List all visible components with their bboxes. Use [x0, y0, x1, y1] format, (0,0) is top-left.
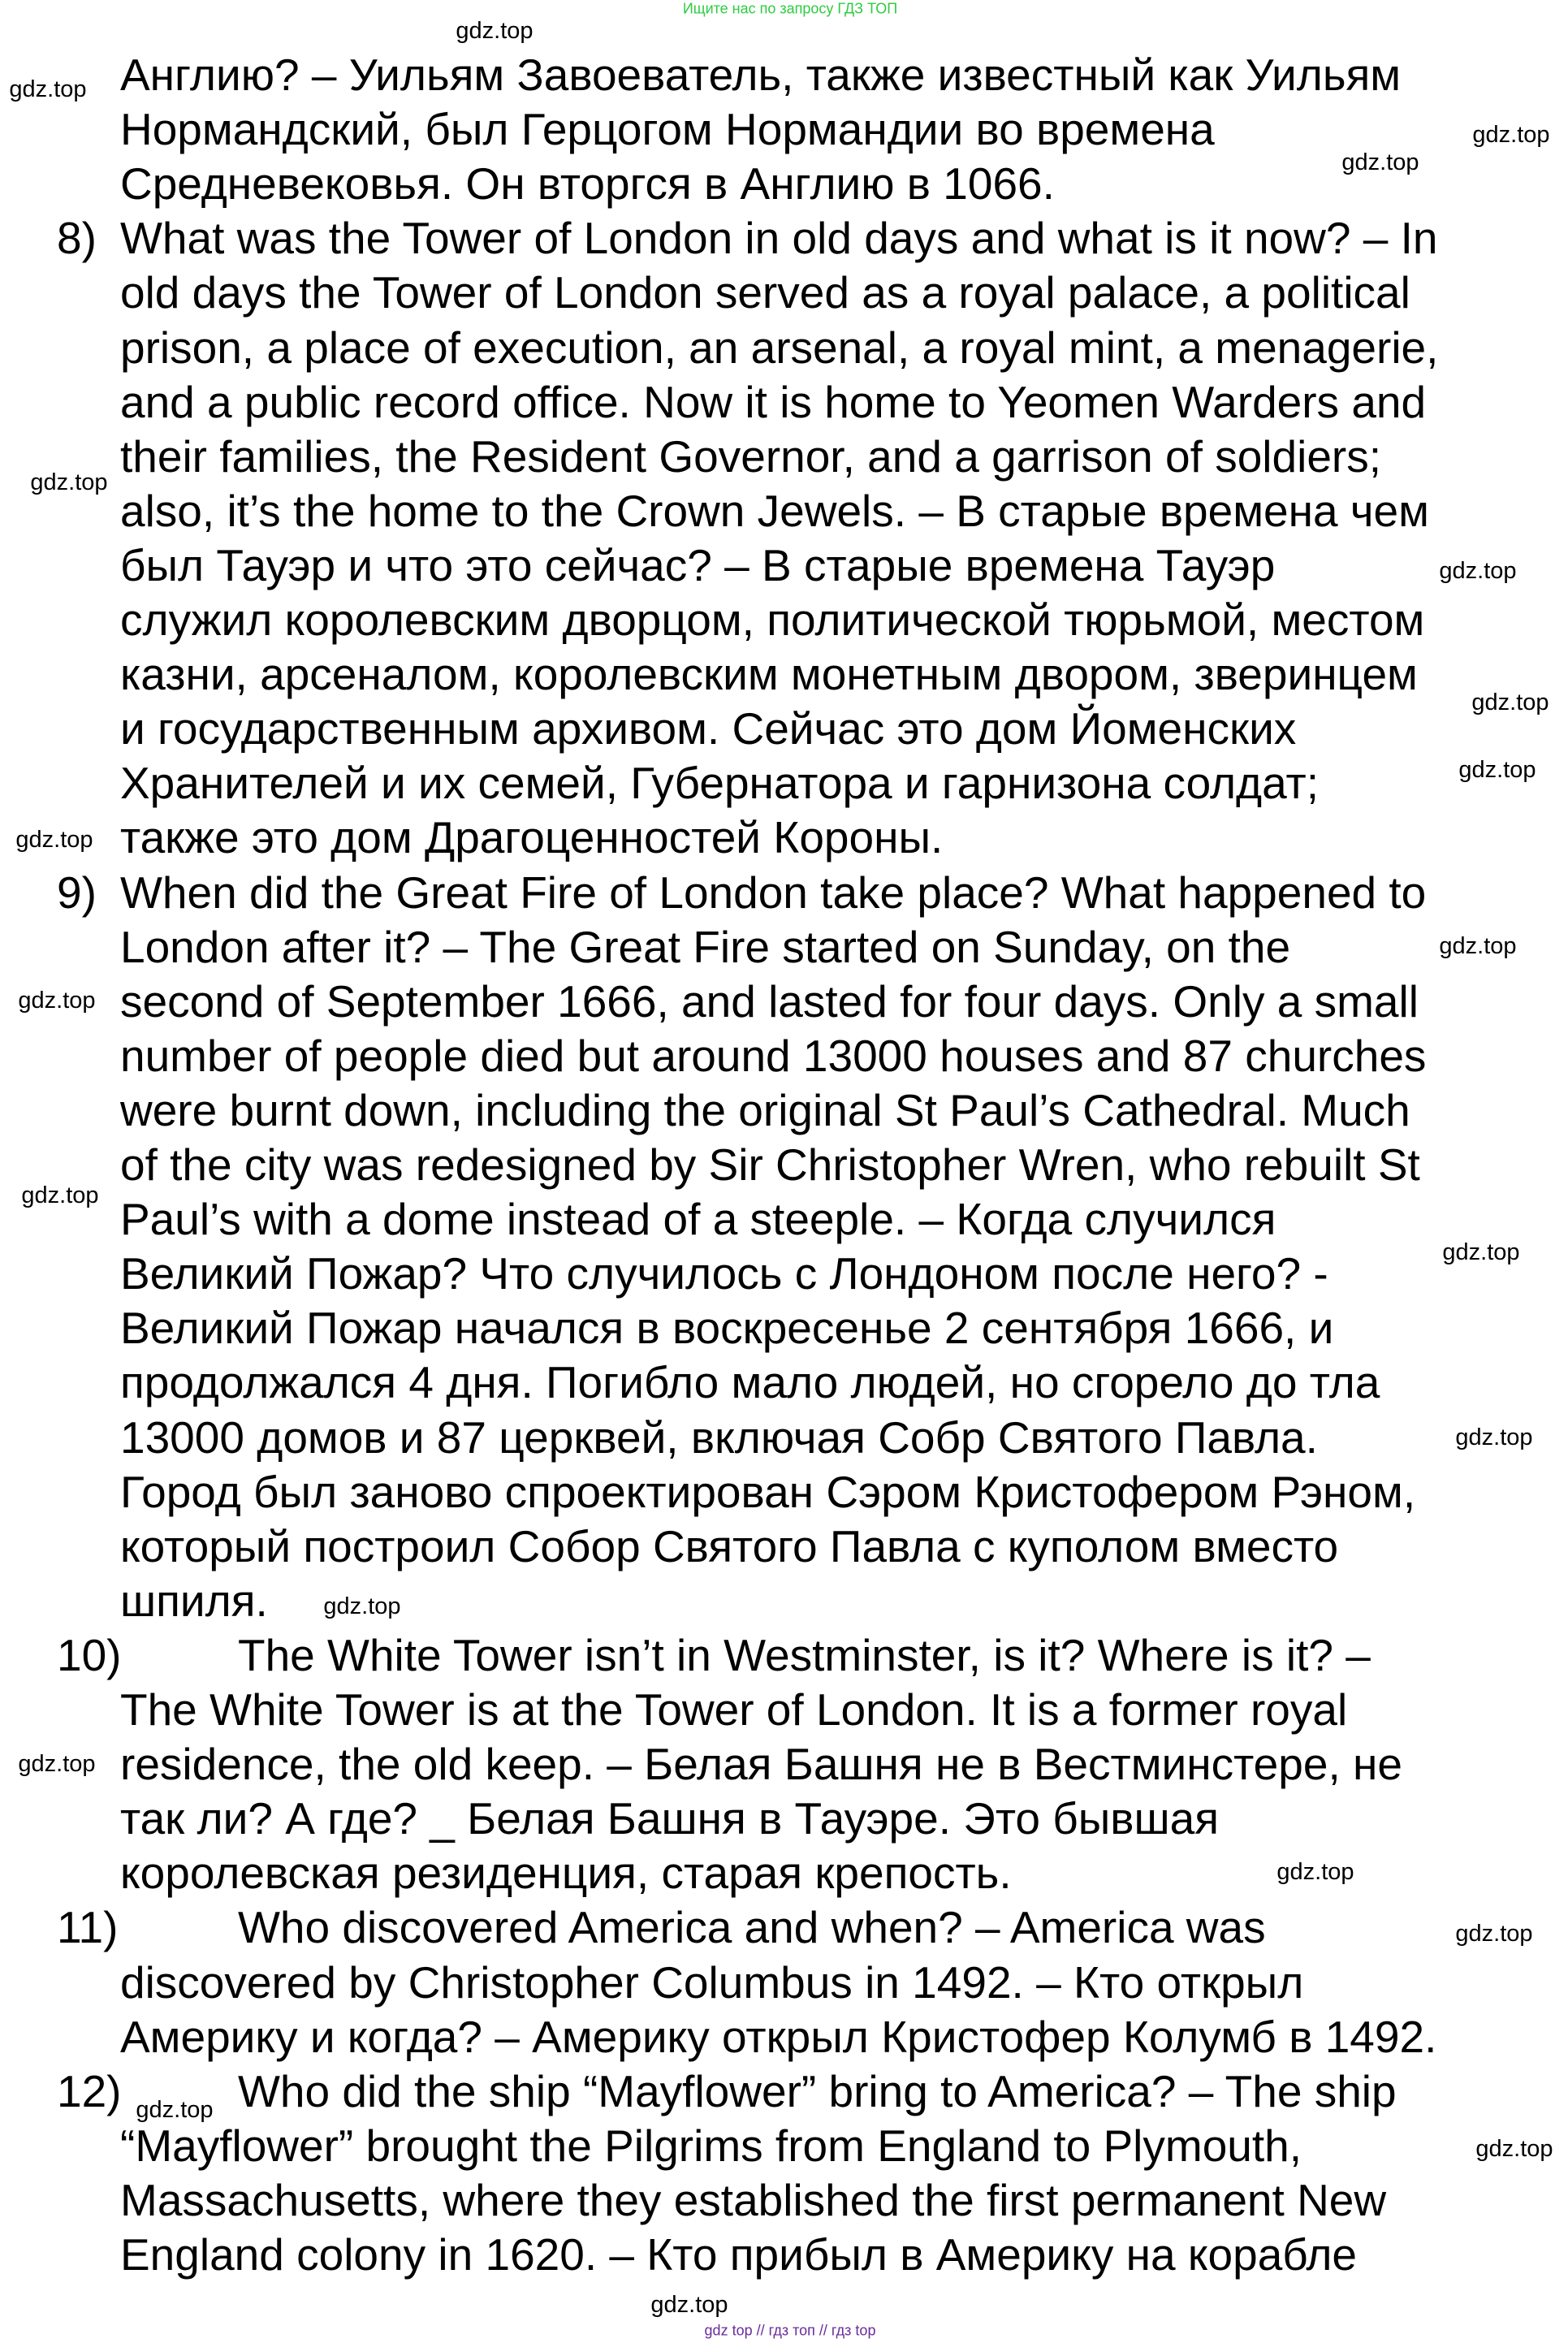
- line-text: What was the Tower of London in old days and what is it now? – In: [120, 213, 1438, 264]
- text-line: [0, 484, 1568, 538]
- line-text: и государственным архивом. Сейчас это дом Йоменских: [120, 703, 1297, 754]
- text-line: [0, 1519, 1568, 1574]
- text-line: [0, 1683, 1568, 1737]
- text-line: [0, 2173, 1568, 2228]
- line-text: residence, the old keep. – Белая Башня не в Вестминстере, не: [120, 1739, 1402, 1790]
- watermark: gdz.top: [1471, 689, 1549, 715]
- watermark: gdz.top: [1472, 122, 1550, 148]
- text-line: [0, 702, 1568, 756]
- text-line: [0, 811, 1568, 865]
- text-line: [0, 48, 1568, 102]
- line-text: and a public record office. Now it is home to Yeomen Warders and: [120, 376, 1427, 427]
- line-text: Хранителей и их семей, Губернатора и гарнизона солдат;: [120, 758, 1320, 809]
- line-text: Who discovered America and when? – America was: [238, 1902, 1266, 1953]
- line-text: old days the Tower of London served as a royal palace, a political: [120, 267, 1410, 318]
- watermark: gdz.top: [1439, 933, 1517, 959]
- watermark: gdz.top: [18, 1751, 96, 1777]
- text-line: [0, 2228, 1568, 2282]
- watermark: gdz.top: [30, 469, 108, 495]
- watermark: gdz.top: [1455, 1424, 1533, 1450]
- line-text: королевская резиденция, старая крепость.: [120, 1848, 1012, 1899]
- list-number: 11): [57, 1902, 119, 1953]
- line-text: Massachusetts, where they established the first permanent New: [120, 2174, 1387, 2225]
- line-text: 13000 домов и 87 церквей, включая Собр Святого Павла.: [120, 1411, 1318, 1463]
- line-text: London after it? – The Great Fire started on Sunday, on the: [120, 921, 1291, 972]
- line-text: продолжался 4 дня. Погибло мало людей, но сгорело до тла: [120, 1357, 1380, 1408]
- watermark: gdz.top: [136, 2097, 214, 2123]
- line-text: служил королевским дворцом, политической тюрьмой, местом: [120, 594, 1425, 645]
- watermark: gdz.top: [1341, 149, 1419, 175]
- bottom-banner[interactable]: gdz top // гдз топ // гдз top: [704, 2322, 876, 2339]
- text-line: [0, 2119, 1568, 2173]
- text-line: [0, 1247, 1568, 1301]
- text-line: [0, 1411, 1568, 1465]
- text-line: [0, 1737, 1568, 1792]
- line-text: Нормандский, был Герцогом Нормандии во времена: [120, 104, 1215, 155]
- line-text: также это дом Драгоценностей Короны.: [120, 812, 944, 863]
- line-text: который построил Собор Святого Павла с куполом вместо: [120, 1520, 1339, 1571]
- text-line: [0, 975, 1568, 1029]
- text-line: [0, 321, 1568, 375]
- text-line: [0, 1301, 1568, 1355]
- text-line: [0, 102, 1568, 157]
- list-number: 12): [57, 2065, 122, 2116]
- watermark: gdz.top: [456, 18, 533, 44]
- line-text: When did the Great Fire of London take place? What happened to: [120, 867, 1427, 918]
- line-text: The White Tower is at the Tower of London. It is a former royal: [120, 1684, 1348, 1735]
- top-banner[interactable]: Ищите нас по запросу ГДЗ ТОП: [682, 0, 898, 17]
- line-text: Средневековья. Он вторгся в Англию в 1066.: [120, 158, 1055, 210]
- text-line: [0, 375, 1568, 430]
- watermark: gdz.top: [1276, 1859, 1354, 1885]
- line-text: their families, the Resident Governor, and a garrison of soldiers;: [120, 430, 1381, 482]
- text-line: [0, 266, 1568, 320]
- text-line: [0, 1956, 1568, 2010]
- list-item-start: [0, 1900, 1568, 1955]
- line-text: так ли? А где? _ Белая Башня в Тауэре. Это бывшая: [120, 1793, 1220, 1844]
- line-text: were burnt down, including the original St Paul’s Cathedral. Much: [120, 1084, 1410, 1135]
- text-line: [0, 1574, 1568, 1628]
- text-line: [0, 593, 1568, 647]
- watermark: gdz.top: [1475, 2136, 1553, 2162]
- watermark: gdz.top: [323, 1593, 401, 1619]
- line-text: England colony in 1620. – Кто прибыл в Америку на корабле: [120, 2229, 1358, 2280]
- list-item-start: [0, 866, 1568, 920]
- line-text: The White Tower isn’t in Westminster, is it? Where is it? –: [238, 1629, 1371, 1680]
- text-line: [0, 1192, 1568, 1247]
- text-line: [0, 2010, 1568, 2064]
- list-number: 8): [57, 213, 97, 264]
- text-line: [0, 430, 1568, 484]
- line-text: second of September 1666, and lasted for four days. Only a small: [120, 975, 1419, 1027]
- line-text: “Mayflower” brought the Pilgrims from England to Plymouth,: [120, 2120, 1302, 2171]
- line-text: Великий Пожар? Что случилось с Лондоном после него? -: [120, 1248, 1328, 1299]
- line-text: был Тауэр и что это сейчас? – В старые времена Тауэр: [120, 539, 1276, 590]
- watermark: gdz.top: [1458, 757, 1536, 783]
- watermark: gdz.top: [1442, 1239, 1520, 1265]
- line-text: Paul’s with a dome instead of a steeple. – Когда случился: [120, 1194, 1276, 1245]
- line-text: Америку и когда? – Америку открыл Кристофер Колумб в 1492.: [120, 2011, 1437, 2062]
- line-text: Who did the ship “Mayflower” bring to America? – The ship: [238, 2065, 1397, 2116]
- text-line: [0, 756, 1568, 811]
- text-line: [0, 1465, 1568, 1519]
- line-text: шпиля.: [120, 1575, 268, 1626]
- watermark: gdz.top: [18, 988, 96, 1014]
- line-text: discovered by Christopher Columbus in 1492. – Кто открыл: [120, 1956, 1304, 2008]
- line-text: казни, арсеналом, королевским монетным двором, зверинцем: [120, 649, 1418, 700]
- list-item-start: [0, 211, 1568, 266]
- line-text: Город был заново спроектирован Сэром Кристофером Рэном,: [120, 1466, 1416, 1517]
- line-text: of the city was redesigned by Sir Christopher Wren, who rebuilt St: [120, 1139, 1420, 1190]
- line-text: also, it’s the home to the Crown Jewels. – В старые времена чем: [120, 485, 1429, 536]
- line-text: number of people died but around 13000 houses and 87 churches: [120, 1030, 1427, 1081]
- line-text: Англию? – Уильям Завоеватель, также известный как Уильям: [120, 50, 1402, 100]
- list-number: 9): [57, 867, 97, 918]
- text-line: [0, 157, 1568, 211]
- watermark: gdz.top: [9, 76, 87, 102]
- list-item-start: [0, 1628, 1568, 1683]
- text-line: [0, 1029, 1568, 1083]
- watermark: gdz.top: [15, 827, 93, 853]
- text-line: [0, 538, 1568, 593]
- line-text: Великий Пожар начался в воскресенье 2 сентября 1666, и: [120, 1303, 1334, 1354]
- text-line: [0, 1138, 1568, 1192]
- list-item-start: [0, 2064, 1568, 2119]
- text-line: [0, 647, 1568, 702]
- text-line: [0, 1792, 1568, 1846]
- watermark: gdz.top: [21, 1182, 99, 1208]
- text-line: [0, 920, 1568, 975]
- line-text: prison, a place of execution, an arsenal, a royal mint, a menagerie,: [120, 322, 1439, 373]
- text-line: [0, 1355, 1568, 1410]
- list-number: 10): [57, 1629, 122, 1680]
- watermark: gdz.top: [1455, 1921, 1533, 1947]
- watermark: gdz.top: [1439, 558, 1517, 584]
- text-line: [0, 1083, 1568, 1138]
- watermark: gdz.top: [650, 2292, 728, 2318]
